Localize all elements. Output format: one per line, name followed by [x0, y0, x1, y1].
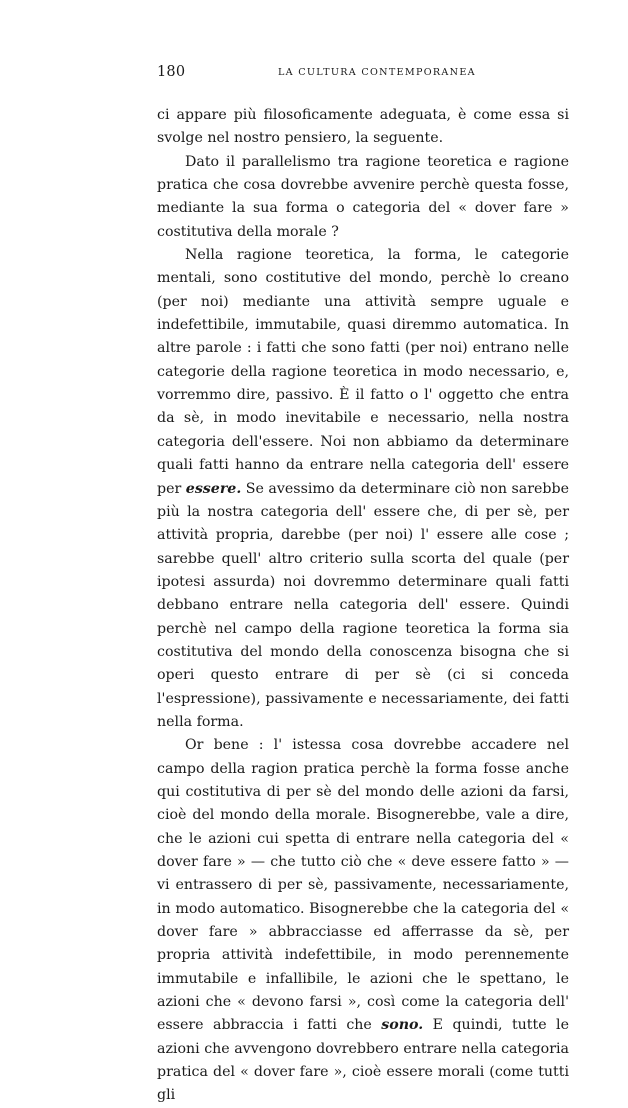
paragraph-1 [157, 104, 569, 151]
paragraph-3-text-a: Nella ragione teoretica, la forma, le categorie mentali, sono costitutive del mondo, perchè lo creano (per noi) mediante una attività sempre uguale e indefettibile, immutabile, quasi diremmo automatica. In altre parole : i fatti che sono fatti (per noi) entrano nelle categorie della ragione teoretica in modo necessario, e, vorremmo dire, passivo. È il fatto o l' oggetto che entra da sè, in modo inevitabile e necessario, nella nostra categoria dell'essere. Noi non abbiamo da determinare quali fatti hanno da entrare nella categoria dell' essere per [157, 247, 569, 497]
paragraph-2-text: Dato il parallelismo tra ragione teoretica e ragione pratica che cosa dovrebbe avvenire perchè questa fosse, mediante la sua forma o categoria del « dover fare » costitutiva della morale ? [157, 153, 569, 240]
paragraph-1-text: ci appare più filosoficamente adeguata, è come essa si svolge nel nostro pensiero, la seguente. [157, 107, 569, 147]
page-header [157, 64, 569, 84]
running-title: LA CULTURA CONTEMPORANEA [278, 67, 476, 78]
page-number: 180 [157, 64, 186, 80]
paragraph-4 [157, 734, 569, 1108]
paragraph-4-text-a: Or bene : l' istessa cosa dovrebbe accadere nel campo della ragion pratica perchè la forma fosse anche qui costitutiva di per sè del mondo delle azioni da farsi, cioè del mondo della morale. Bisognerebbe, vale a dire, che le azioni cui spetta di entrare nella categoria del « dover fare » — che tutto ciò che « deve essere fatto » — vi entrassero di per sè, passivamente, necessariamente, in modo automatico. Bisognerebbe che la categoria del « dover fare » abbracciasse ed afferrasse da sè, per propria attività indefettibile, in modo perennemente immutabile e infallibile, le azioni che le spettano, le azioni che « devono farsi », così come la categoria dell' essere abbraccia i fatti che [157, 737, 569, 1034]
paragraph-3-text-b: Se avessimo da determinare ciò non sarebbe più la nostra categoria dell' essere che, di per sè, per attività propria, darebbe (per noi) l' essere alle cose ; sarebbe quell' altro criterio sulla scorta del quale (per ipotesi assurda) noi dovremmo determinare quali fatti debbano entrare nella categoria dell' essere. Quindi perchè nel campo della ragione teoretica la forma sia costitutiva del mondo della conoscenza bisogna che si operi questo entrare di per sè (ci si conceda l'espressione), passivamente e necessariamente, dei fatti nella forma. [157, 480, 569, 730]
emphasis-essere: essere. [185, 480, 242, 497]
paragraph-4-text-b: E quindi, tutte le azioni che avvengono dovrebbero entrare nella categoria pratica del « dover fare », cioè essere morali (come tutti gli [157, 1017, 569, 1104]
body-text [157, 104, 569, 1108]
emphasis-sono: sono. [381, 1017, 424, 1034]
paragraph-3 [157, 244, 569, 734]
paragraph-2 [157, 151, 569, 244]
